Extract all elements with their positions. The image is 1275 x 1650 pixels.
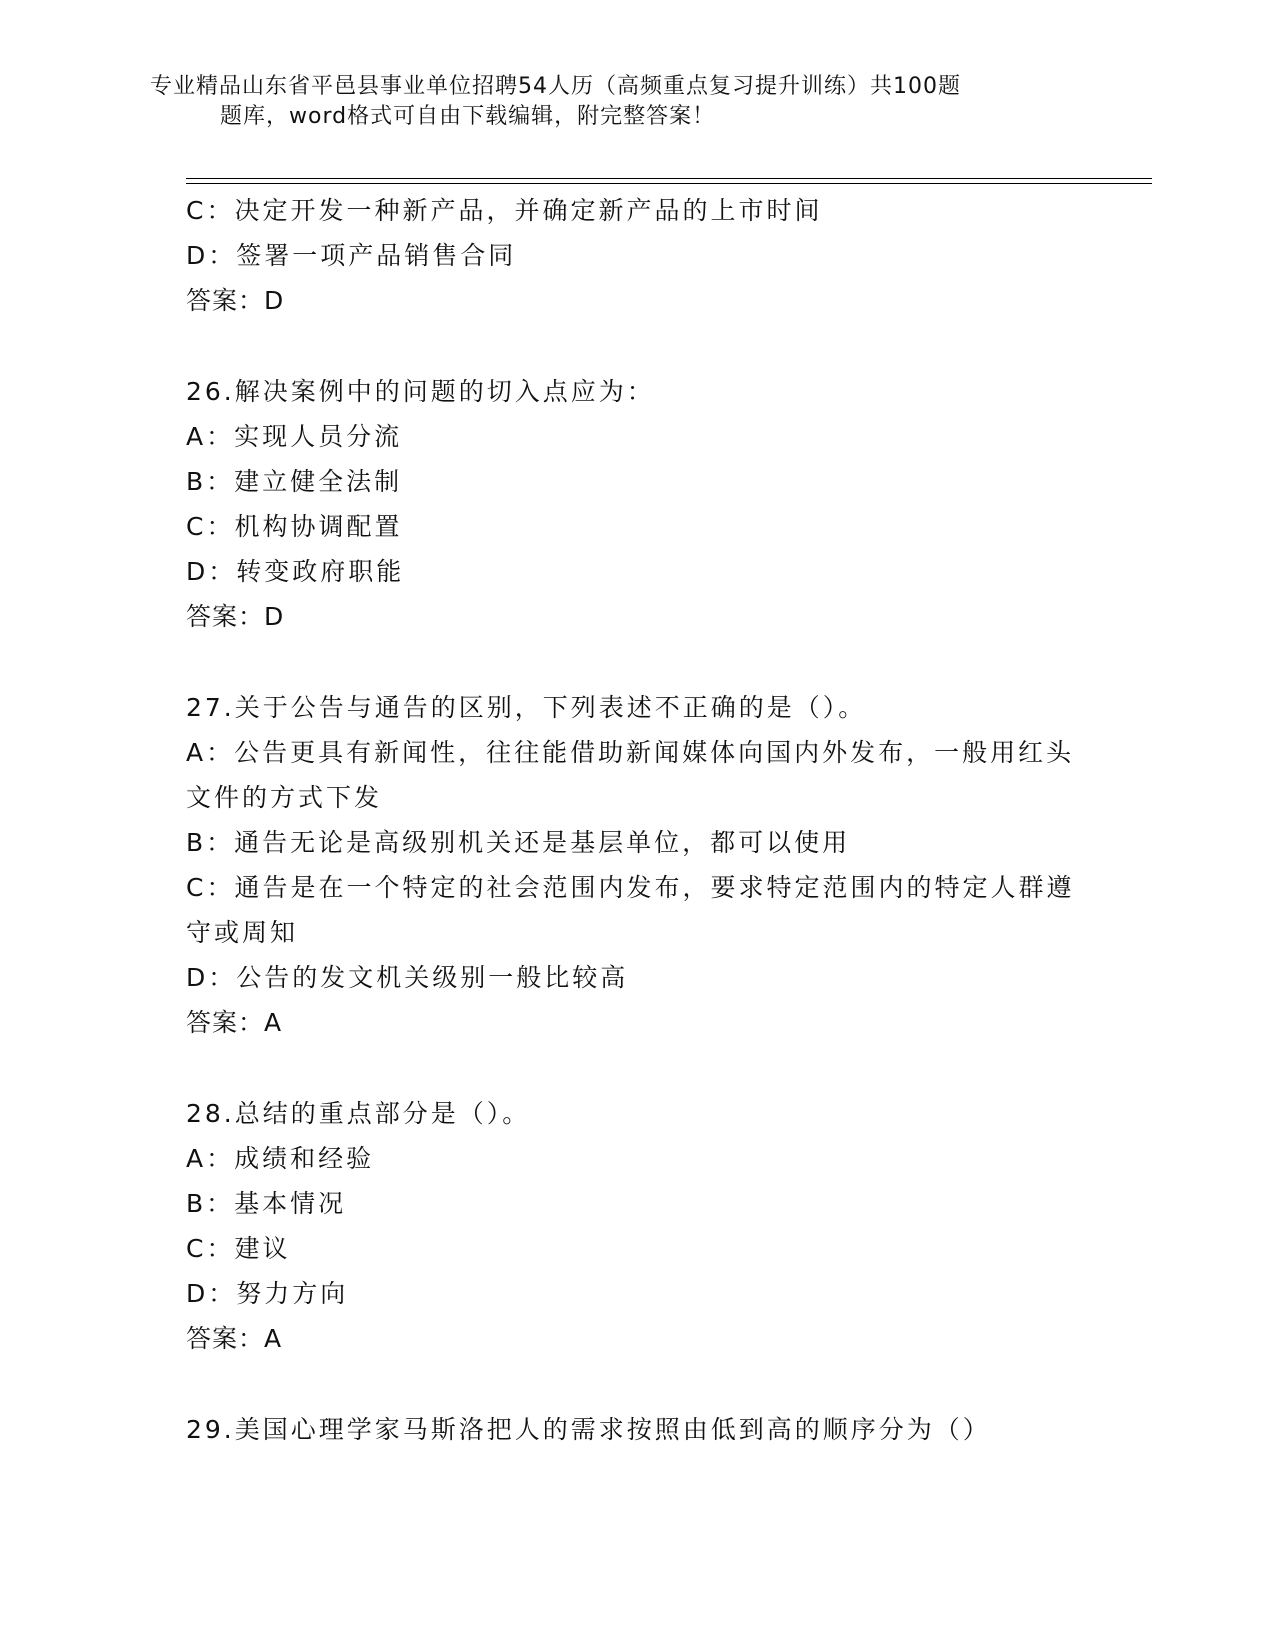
spacer bbox=[186, 1046, 1086, 1091]
continued-question bbox=[186, 188, 1086, 324]
answer-line: 答案：A bbox=[186, 1008, 283, 1037]
answer-line: 答案：D bbox=[186, 602, 285, 631]
question-29 bbox=[186, 1407, 1086, 1452]
spacer bbox=[186, 324, 1086, 369]
question-stem: 27.关于公告与通告的区别，下列表述不正确的是（）。 bbox=[186, 693, 867, 722]
option-b: B：建立健全法制 bbox=[186, 467, 403, 496]
option-b: B：基本情况 bbox=[186, 1189, 347, 1218]
header-divider-bottom bbox=[186, 183, 1152, 184]
question-stem: 26.解决案例中的问题的切入点应为： bbox=[186, 377, 655, 406]
question-27 bbox=[186, 685, 1086, 1046]
option-c: C：建议 bbox=[186, 1234, 291, 1263]
header-divider-top bbox=[186, 178, 1152, 179]
option-d: D：公告的发文机关级别一般比较高 bbox=[186, 963, 629, 992]
question-26 bbox=[186, 369, 1086, 640]
option-d: D：转变政府职能 bbox=[186, 557, 405, 586]
question-28 bbox=[186, 1091, 1086, 1362]
answer-line: 答案：D bbox=[186, 286, 285, 315]
option-a: A：实现人员分流 bbox=[186, 422, 403, 451]
answer-line: 答案：A bbox=[186, 1324, 283, 1353]
question-stem: 29.美国心理学家马斯洛把人的需求按照由低到高的顺序分为（） bbox=[186, 1415, 991, 1444]
option-a: A：公告更具有新闻性，往往能借助新闻媒体向国内外发布，一般用红头文件的方式下发 bbox=[186, 738, 1075, 812]
option-b: B：通告无论是高级别机关还是基层单位，都可以使用 bbox=[186, 828, 851, 857]
option-c: C：机构协调配置 bbox=[186, 512, 403, 541]
header-title-line-2: 题库，word格式可自由下载编辑，附完整答案！ bbox=[220, 104, 716, 129]
option-c: C：决定开发一种新产品，并确定新产品的上市时间 bbox=[186, 196, 823, 225]
spacer bbox=[186, 1362, 1086, 1407]
option-a: A：成绩和经验 bbox=[186, 1144, 375, 1173]
option-c: C：通告是在一个特定的社会范围内发布，要求特定范围内的特定人群遵守或周知 bbox=[186, 873, 1075, 947]
spacer bbox=[186, 640, 1086, 685]
document-header bbox=[150, 72, 1100, 132]
option-d: D：签署一项产品销售合同 bbox=[186, 241, 517, 270]
header-title-line-1: 专业精品山东省平邑县事业单位招聘54人历（高频重点复习提升训练）共100题 bbox=[150, 74, 961, 99]
question-list bbox=[186, 188, 1086, 1452]
option-d: D：努力方向 bbox=[186, 1279, 349, 1308]
question-stem: 28.总结的重点部分是（）。 bbox=[186, 1099, 531, 1128]
